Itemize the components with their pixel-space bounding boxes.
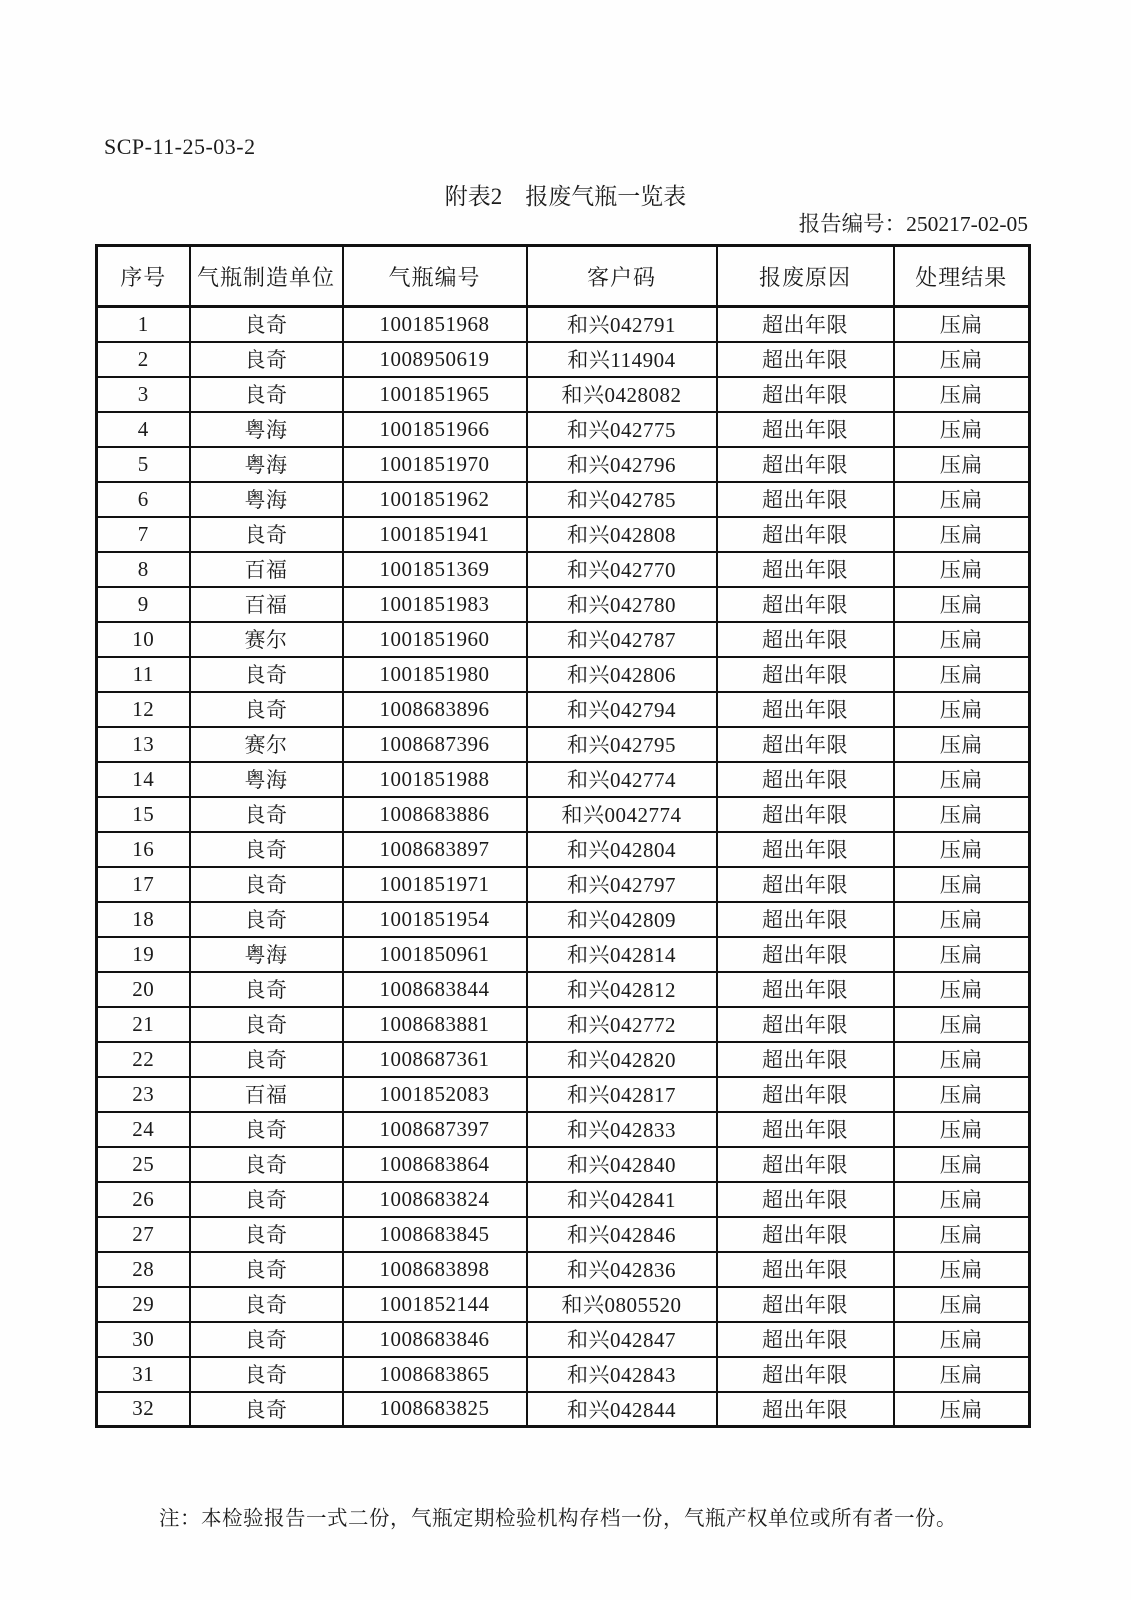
table-cell: 和兴042797 (527, 867, 717, 902)
table-cell: 1008683886 (343, 797, 527, 832)
table-cell: 1001851966 (343, 412, 527, 447)
table-cell: 10 (97, 622, 190, 657)
table-cell: 1008683824 (343, 1182, 527, 1217)
table-cell: 31 (97, 1357, 190, 1392)
table-cell: 29 (97, 1287, 190, 1322)
table-cell: 良奇 (190, 1357, 343, 1392)
table-cell: 良奇 (190, 1147, 343, 1182)
table-cell: 压扁 (894, 1357, 1030, 1392)
table-cell: 20 (97, 972, 190, 1007)
table-cell: 8 (97, 552, 190, 587)
table-cell: 9 (97, 587, 190, 622)
table-cell: 良奇 (190, 902, 343, 937)
table-cell: 超出年限 (717, 762, 894, 797)
table-cell: 压扁 (894, 937, 1030, 972)
table-cell: 1001852083 (343, 1077, 527, 1112)
report-number-label: 报告编号： (798, 212, 907, 236)
table-cell: 和兴042820 (527, 1042, 717, 1077)
table-cell: 超出年限 (717, 797, 894, 832)
table-cell: 压扁 (894, 552, 1030, 587)
column-header: 处理结果 (894, 246, 1030, 307)
table-cell: 超出年限 (717, 657, 894, 692)
table-body (97, 307, 1030, 1427)
table-cell: 1008683897 (343, 832, 527, 867)
table-cell: 良奇 (190, 1042, 343, 1077)
table-cell: 超出年限 (717, 1007, 894, 1042)
table-cell: 良奇 (190, 1322, 343, 1357)
table-cell: 和兴042794 (527, 692, 717, 727)
table-row (97, 1147, 1030, 1182)
table-cell: 压扁 (894, 1182, 1030, 1217)
table-cell: 良奇 (190, 342, 343, 377)
table-cell: 粤海 (190, 447, 343, 482)
table-cell: 超出年限 (717, 552, 894, 587)
column-header: 报废原因 (717, 246, 894, 307)
column-header: 气瓶制造单位 (190, 246, 343, 307)
table-row (97, 1322, 1030, 1357)
table-cell: 良奇 (190, 692, 343, 727)
table-cell: 超出年限 (717, 412, 894, 447)
table-cell: 5 (97, 447, 190, 482)
table-cell: 和兴042780 (527, 587, 717, 622)
table-row (97, 762, 1030, 797)
table-cell: 超出年限 (717, 1042, 894, 1077)
table-cell: 和兴042795 (527, 727, 717, 762)
table-row (97, 412, 1030, 447)
table-cell: 压扁 (894, 1112, 1030, 1147)
column-header: 气瓶编号 (343, 246, 527, 307)
table-cell: 1001852144 (343, 1287, 527, 1322)
table-cell: 压扁 (894, 587, 1030, 622)
table-cell: 超出年限 (717, 447, 894, 482)
table-cell: 超出年限 (717, 1392, 894, 1427)
table-row (97, 1007, 1030, 1042)
table-cell: 超出年限 (717, 307, 894, 342)
table-cell: 1001851980 (343, 657, 527, 692)
table-cell: 超出年限 (717, 342, 894, 377)
table-cell: 和兴042812 (527, 972, 717, 1007)
table-cell: 1001851954 (343, 902, 527, 937)
table-cell: 压扁 (894, 867, 1030, 902)
table-cell: 和兴042840 (527, 1147, 717, 1182)
table-cell: 1 (97, 307, 190, 342)
table-cell: 超出年限 (717, 587, 894, 622)
table-cell: 良奇 (190, 1182, 343, 1217)
table-row (97, 587, 1030, 622)
scrapped-cylinders-table (95, 244, 1031, 1428)
table-cell: 1001851988 (343, 762, 527, 797)
table-cell: 良奇 (190, 972, 343, 1007)
table-row (97, 482, 1030, 517)
table-cell: 1001850961 (343, 937, 527, 972)
table-cell: 超出年限 (717, 972, 894, 1007)
table-cell: 和兴042814 (527, 937, 717, 972)
table-cell: 1008683844 (343, 972, 527, 1007)
table-cell: 超出年限 (717, 517, 894, 552)
table-cell: 赛尔 (190, 622, 343, 657)
table-cell: 压扁 (894, 377, 1030, 412)
table-cell: 超出年限 (717, 377, 894, 412)
table-cell: 28 (97, 1252, 190, 1287)
table-cell: 17 (97, 867, 190, 902)
table-cell: 和兴042787 (527, 622, 717, 657)
table-cell: 压扁 (894, 797, 1030, 832)
table-cell: 良奇 (190, 307, 343, 342)
table-cell: 压扁 (894, 482, 1030, 517)
table-cell: 2 (97, 342, 190, 377)
table-cell: 压扁 (894, 517, 1030, 552)
table-cell: 赛尔 (190, 727, 343, 762)
table-cell: 18 (97, 902, 190, 937)
table-cell: 压扁 (894, 1322, 1030, 1357)
table-row (97, 1077, 1030, 1112)
table-cell: 良奇 (190, 377, 343, 412)
table-cell: 超出年限 (717, 867, 894, 902)
table-cell: 和兴0805520 (527, 1287, 717, 1322)
table-cell: 32 (97, 1392, 190, 1427)
table-row (97, 1042, 1030, 1077)
table-cell: 压扁 (894, 412, 1030, 447)
table-cell: 压扁 (894, 972, 1030, 1007)
table-cell: 和兴042808 (527, 517, 717, 552)
table-cell: 超出年限 (717, 1357, 894, 1392)
table-cell: 1008683846 (343, 1322, 527, 1357)
table-row (97, 797, 1030, 832)
table-cell: 21 (97, 1007, 190, 1042)
table-row (97, 657, 1030, 692)
table-cell: 良奇 (190, 657, 343, 692)
table-cell: 超出年限 (717, 692, 894, 727)
table-cell: 百福 (190, 587, 343, 622)
table-cell: 和兴042833 (527, 1112, 717, 1147)
table-cell: 1008687396 (343, 727, 527, 762)
table-cell: 百福 (190, 552, 343, 587)
table-cell: 良奇 (190, 1217, 343, 1252)
table-cell: 3 (97, 377, 190, 412)
table-cell: 良奇 (190, 517, 343, 552)
table-cell: 和兴042791 (527, 307, 717, 342)
table-cell: 和兴0428082 (527, 377, 717, 412)
table-row (97, 447, 1030, 482)
table-row (97, 1182, 1030, 1217)
table-cell: 23 (97, 1077, 190, 1112)
table-row (97, 867, 1030, 902)
table-cell: 压扁 (894, 622, 1030, 657)
table-cell: 百福 (190, 1077, 343, 1112)
table-row (97, 1217, 1030, 1252)
table-cell: 超出年限 (717, 622, 894, 657)
table-cell: 超出年限 (717, 1112, 894, 1147)
table-row (97, 1112, 1030, 1147)
table-cell: 良奇 (190, 867, 343, 902)
table-cell: 1008683896 (343, 692, 527, 727)
table-cell: 和兴042843 (527, 1357, 717, 1392)
table-row (97, 307, 1030, 342)
table-cell: 压扁 (894, 832, 1030, 867)
table-cell: 30 (97, 1322, 190, 1357)
table-cell: 压扁 (894, 342, 1030, 377)
table-cell: 1001851962 (343, 482, 527, 517)
table-cell: 超出年限 (717, 1077, 894, 1112)
table-cell: 12 (97, 692, 190, 727)
table-cell: 超出年限 (717, 727, 894, 762)
column-header: 客户码 (527, 246, 717, 307)
table-cell: 良奇 (190, 1007, 343, 1042)
table-cell: 良奇 (190, 1287, 343, 1322)
table-cell: 1008683898 (343, 1252, 527, 1287)
table-cell: 压扁 (894, 657, 1030, 692)
table-cell: 良奇 (190, 797, 343, 832)
table-cell: 压扁 (894, 1287, 1030, 1322)
table-row (97, 517, 1030, 552)
table-cell: 压扁 (894, 1042, 1030, 1077)
table-cell: 1008687361 (343, 1042, 527, 1077)
table-cell: 13 (97, 727, 190, 762)
table-cell: 超出年限 (717, 1322, 894, 1357)
table-cell: 1008683825 (343, 1392, 527, 1427)
table-cell: 和兴042775 (527, 412, 717, 447)
table-cell: 压扁 (894, 1392, 1030, 1427)
table-cell: 19 (97, 937, 190, 972)
table-cell: 超出年限 (717, 1182, 894, 1217)
table-cell: 22 (97, 1042, 190, 1077)
table-cell: 7 (97, 517, 190, 552)
table-cell: 4 (97, 412, 190, 447)
table-cell: 良奇 (190, 1252, 343, 1287)
table-cell: 压扁 (894, 307, 1030, 342)
table-cell: 和兴042836 (527, 1252, 717, 1287)
table-cell: 压扁 (894, 1007, 1030, 1042)
table-cell: 压扁 (894, 1147, 1030, 1182)
report-number (799, 207, 1028, 238)
table-cell: 25 (97, 1147, 190, 1182)
table-cell: 良奇 (190, 832, 343, 867)
table-cell: 超出年限 (717, 1252, 894, 1287)
table-cell: 和兴042796 (527, 447, 717, 482)
table-cell: 压扁 (894, 447, 1030, 482)
table-cell: 和兴042806 (527, 657, 717, 692)
table-row (97, 832, 1030, 867)
table-cell: 16 (97, 832, 190, 867)
table-cell: 1008683865 (343, 1357, 527, 1392)
table-cell: 1001851968 (343, 307, 527, 342)
table-header-row (97, 246, 1030, 307)
table-row (97, 622, 1030, 657)
table-cell: 和兴042844 (527, 1392, 717, 1427)
table-cell: 超出年限 (717, 832, 894, 867)
table-cell: 15 (97, 797, 190, 832)
table-cell: 和兴0042774 (527, 797, 717, 832)
table-cell: 和兴042772 (527, 1007, 717, 1042)
table-cell: 1001851941 (343, 517, 527, 552)
table-cell: 1008683864 (343, 1147, 527, 1182)
table-cell: 和兴042817 (527, 1077, 717, 1112)
table-cell: 压扁 (894, 1217, 1030, 1252)
table-cell: 压扁 (894, 727, 1030, 762)
table-row (97, 552, 1030, 587)
table-cell: 1008683881 (343, 1007, 527, 1042)
table-row (97, 342, 1030, 377)
table-cell: 和兴042841 (527, 1182, 717, 1217)
table-row (97, 1287, 1030, 1322)
table-cell: 超出年限 (717, 1147, 894, 1182)
table-row (97, 377, 1030, 412)
table-cell: 1001851369 (343, 552, 527, 587)
report-number-value: 250217-02-05 (906, 212, 1028, 236)
table-cell: 压扁 (894, 1252, 1030, 1287)
table-row (97, 937, 1030, 972)
table-cell: 1001851971 (343, 867, 527, 902)
table-cell: 和兴042785 (527, 482, 717, 517)
table-cell: 27 (97, 1217, 190, 1252)
table-cell: 超出年限 (717, 1217, 894, 1252)
table-cell: 1001851983 (343, 587, 527, 622)
table-cell: 1001851965 (343, 377, 527, 412)
table-cell: 和兴042804 (527, 832, 717, 867)
table-cell: 1008950619 (343, 342, 527, 377)
table-cell: 良奇 (190, 1392, 343, 1427)
table-cell: 压扁 (894, 692, 1030, 727)
table-row (97, 1392, 1030, 1427)
table-row (97, 727, 1030, 762)
table-cell: 粤海 (190, 412, 343, 447)
page-title: 附表2 报废气瓶一览表 (444, 184, 687, 209)
table-cell: 14 (97, 762, 190, 797)
table-cell: 26 (97, 1182, 190, 1217)
table-cell: 6 (97, 482, 190, 517)
table-cell: 粤海 (190, 482, 343, 517)
table-cell: 1001851970 (343, 447, 527, 482)
table-row (97, 692, 1030, 727)
table-cell: 压扁 (894, 902, 1030, 937)
table-row (97, 972, 1030, 1007)
table-cell: 和兴042847 (527, 1322, 717, 1357)
table-row (97, 1357, 1030, 1392)
table-cell: 超出年限 (717, 482, 894, 517)
table-cell: 1008683845 (343, 1217, 527, 1252)
table-cell: 11 (97, 657, 190, 692)
table-row (97, 1252, 1030, 1287)
table-cell: 超出年限 (717, 902, 894, 937)
table-cell: 超出年限 (717, 1287, 894, 1322)
table-row (97, 902, 1030, 937)
table-cell: 粤海 (190, 762, 343, 797)
table-cell: 压扁 (894, 762, 1030, 797)
document-code: SCP-11-25-03-2 (104, 134, 256, 159)
footnote: 注：本检验报告一式二份，气瓶定期检验机构存档一份，气瓶产权单位或所有者一份。 (159, 1508, 957, 1530)
table-cell: 粤海 (190, 937, 343, 972)
table-cell: 和兴042774 (527, 762, 717, 797)
table-cell: 压扁 (894, 1077, 1030, 1112)
table-cell: 1001851960 (343, 622, 527, 657)
column-header: 序号 (97, 246, 190, 307)
table-cell: 超出年限 (717, 937, 894, 972)
table-cell: 和兴042846 (527, 1217, 717, 1252)
table-cell: 和兴042770 (527, 552, 717, 587)
table-cell: 和兴114904 (527, 342, 717, 377)
table-cell: 良奇 (190, 1112, 343, 1147)
table-cell: 1008687397 (343, 1112, 527, 1147)
table-cell: 和兴042809 (527, 902, 717, 937)
table-cell: 24 (97, 1112, 190, 1147)
